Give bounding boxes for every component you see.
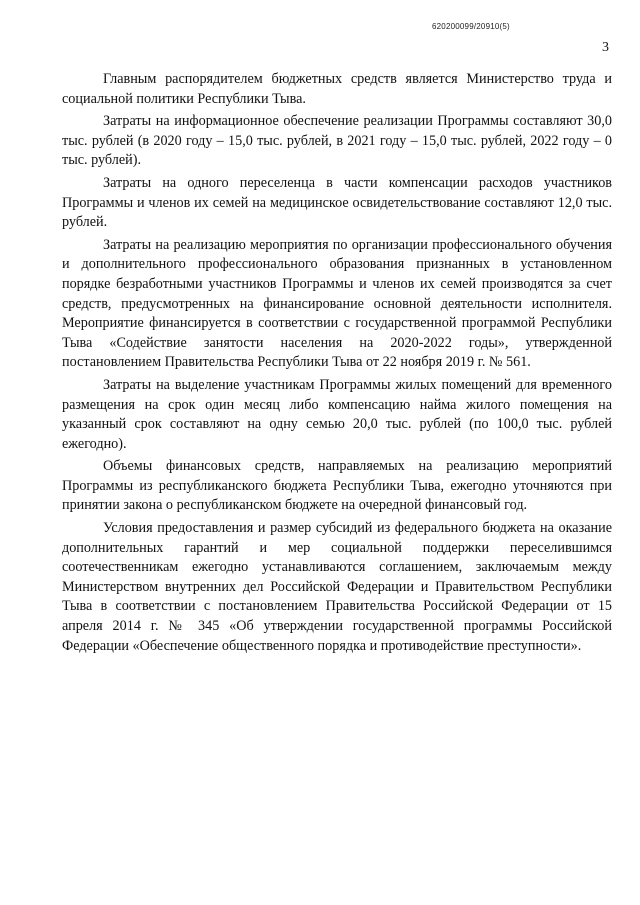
paragraph-training-costs: Затраты на реализацию мероприятия по организации профессионального обучения и дополнительного профессионального образования признанных в установленном порядке безработными участников Программы и членов их семей производятся за счет средств, предусмотренных на финансирование основной деятельности исполнителя. Мероприятие финансируется в соответствии с государственной программой Республики Тыва «Содействие занятости населения на 2020-2022 годы», утвержденной постановлением Правительства Республики Тыва от 22 ноября 2019 г. № 561. bbox=[62, 236, 612, 371]
paragraph-housing-costs: Затраты на выделение участникам Программы жилых помещений для временного размещения на срок один месяц либо компенсацию найма жилого помещения на указанный срок составляют на одну семью 20,0 тыс. рублей (по 100,0 тыс. рублей ежегодно). bbox=[62, 376, 612, 452]
page-number: 3 bbox=[602, 40, 609, 55]
paragraph-budget-manager: Главным распорядителем бюджетных средств является Министерство труда и социальной политики Республики Тыва. bbox=[62, 71, 612, 107]
paragraph-information-costs: Затраты на информационное обеспечение реализации Программы составляют 30,0 тыс. рублей (в 2020 году – 15,0 тыс. рублей, в 2021 году – 15,0 тыс. рублей, 2022 году – 0 тыс. рублей). bbox=[62, 113, 612, 169]
paragraph-subsidy-conditions: Условия предоставления и размер субсидий из федерального бюджета на оказание дополнительных гарантий и мер социальной поддержки переселившимся соотечественникам ежегодно устанавливаются соглашением, заключаемым между Министерством внутренних дел Российской Федерации и Правительством Республики Тыва в соответствии с постановлением Правительства Российской Федерации от 15 апреля 2014 г. № 345 «Об утверждении государственной программы Российской Федерации «Обеспечение общественного порядка и противодействие преступности». bbox=[62, 520, 612, 654]
document-body bbox=[62, 70, 612, 659]
document-code: 620200099/20910(5) bbox=[432, 22, 510, 31]
paragraph-budget-volumes: Объемы финансовых средств, направляемых на реализацию мероприятий Программы из республиканского бюджета Республики Тыва, ежегодно уточняются при принятии закона о республиканском бюджете на очередной финансовый год. bbox=[62, 458, 612, 514]
paragraph-medical-costs: Затраты на одного переселенца в части компенсации расходов участников Программы и членов их семей на медицинское освидетельствование составляют 12,0 тыс. рублей. bbox=[62, 174, 612, 231]
